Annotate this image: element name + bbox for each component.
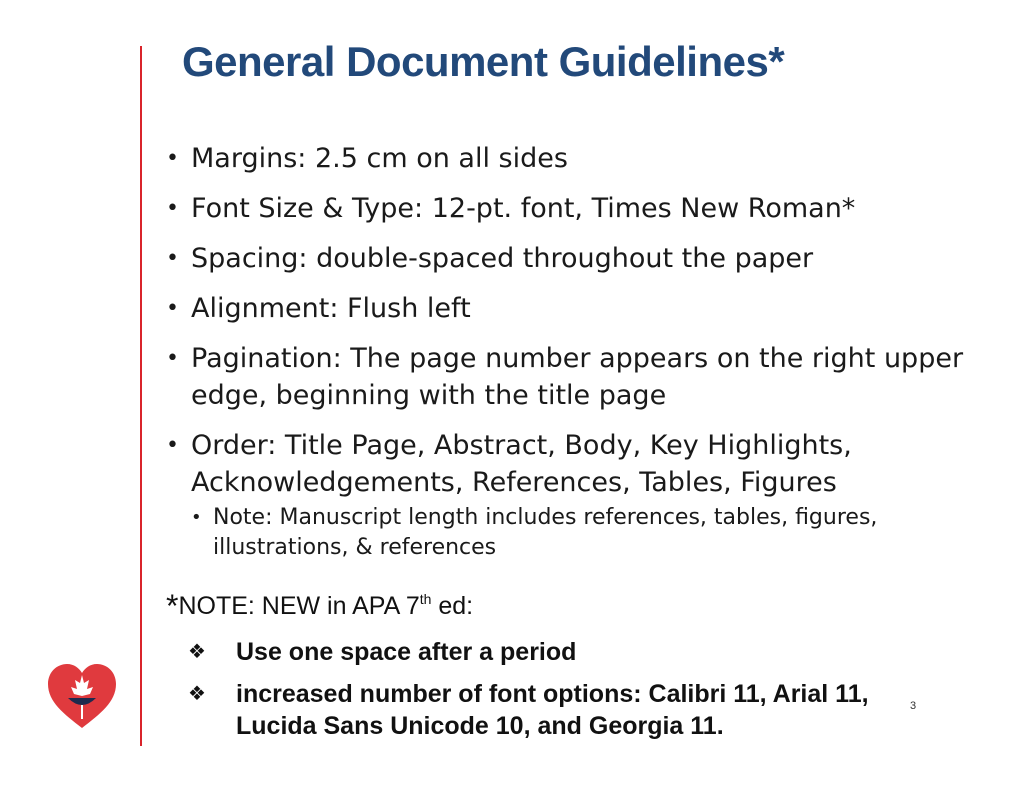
bullet-dot-icon: • bbox=[166, 246, 179, 271]
note-item-text: Use one space after a period bbox=[236, 638, 577, 666]
note-item bbox=[188, 678, 948, 742]
bullet-dot-icon: • bbox=[166, 346, 179, 371]
sub-list bbox=[191, 503, 986, 563]
note-asterisk: * bbox=[166, 588, 179, 624]
list-item-text: Order: Title Page, Abstract, Body, Key Highlights, Acknowledgements, References, Tables, Figures bbox=[191, 430, 852, 498]
note-item bbox=[188, 636, 948, 668]
sub-list-item bbox=[191, 503, 986, 563]
diamond-bullet-icon: ❖ bbox=[188, 683, 206, 705]
apa-note-heading bbox=[166, 588, 473, 625]
list-item bbox=[166, 140, 986, 177]
note-superscript: th bbox=[419, 591, 432, 607]
note-item-text: increased number of font options: Calibri 11, Arial 11, Lucida Sans Unicode 10, and Georgia 11. bbox=[236, 680, 869, 740]
list-item bbox=[166, 190, 986, 227]
heart-maple-leaf-logo-icon bbox=[44, 660, 120, 732]
diamond-bullet-icon: ❖ bbox=[188, 641, 206, 663]
note-heading-suffix: ed: bbox=[431, 592, 474, 620]
list-item bbox=[166, 290, 986, 327]
guideline-list bbox=[166, 140, 986, 576]
list-item-text: Margins: 2.5 cm on all sides bbox=[191, 143, 568, 174]
bullet-dot-icon: • bbox=[166, 433, 179, 458]
slide-number: 3 bbox=[910, 700, 917, 712]
list-item bbox=[166, 427, 986, 563]
list-item-text: Pagination: The page number appears on the right upper edge, beginning with the title page bbox=[191, 343, 964, 411]
list-item bbox=[166, 340, 986, 414]
apa-note-list bbox=[188, 636, 948, 752]
list-item-text: Spacing: double-spaced throughout the paper bbox=[191, 243, 814, 274]
list-item bbox=[166, 240, 986, 277]
list-item-text: Font Size & Type: 12-pt. font, Times New Roman* bbox=[191, 193, 856, 224]
bullet-dot-icon: • bbox=[166, 296, 179, 321]
note-heading-text: NOTE: NEW in APA 7 bbox=[178, 592, 420, 620]
slide-title: General Document Guidelines* bbox=[182, 38, 785, 85]
bullet-dot-icon: • bbox=[166, 196, 179, 221]
list-item-text: Alignment: Flush left bbox=[191, 293, 471, 324]
bullet-dot-icon: • bbox=[191, 507, 202, 528]
sub-list-item-text: Note: Manuscript length includes references, tables, figures, illustrations, & references bbox=[213, 505, 878, 560]
vertical-accent-line bbox=[140, 46, 142, 746]
bullet-dot-icon: • bbox=[166, 146, 179, 171]
